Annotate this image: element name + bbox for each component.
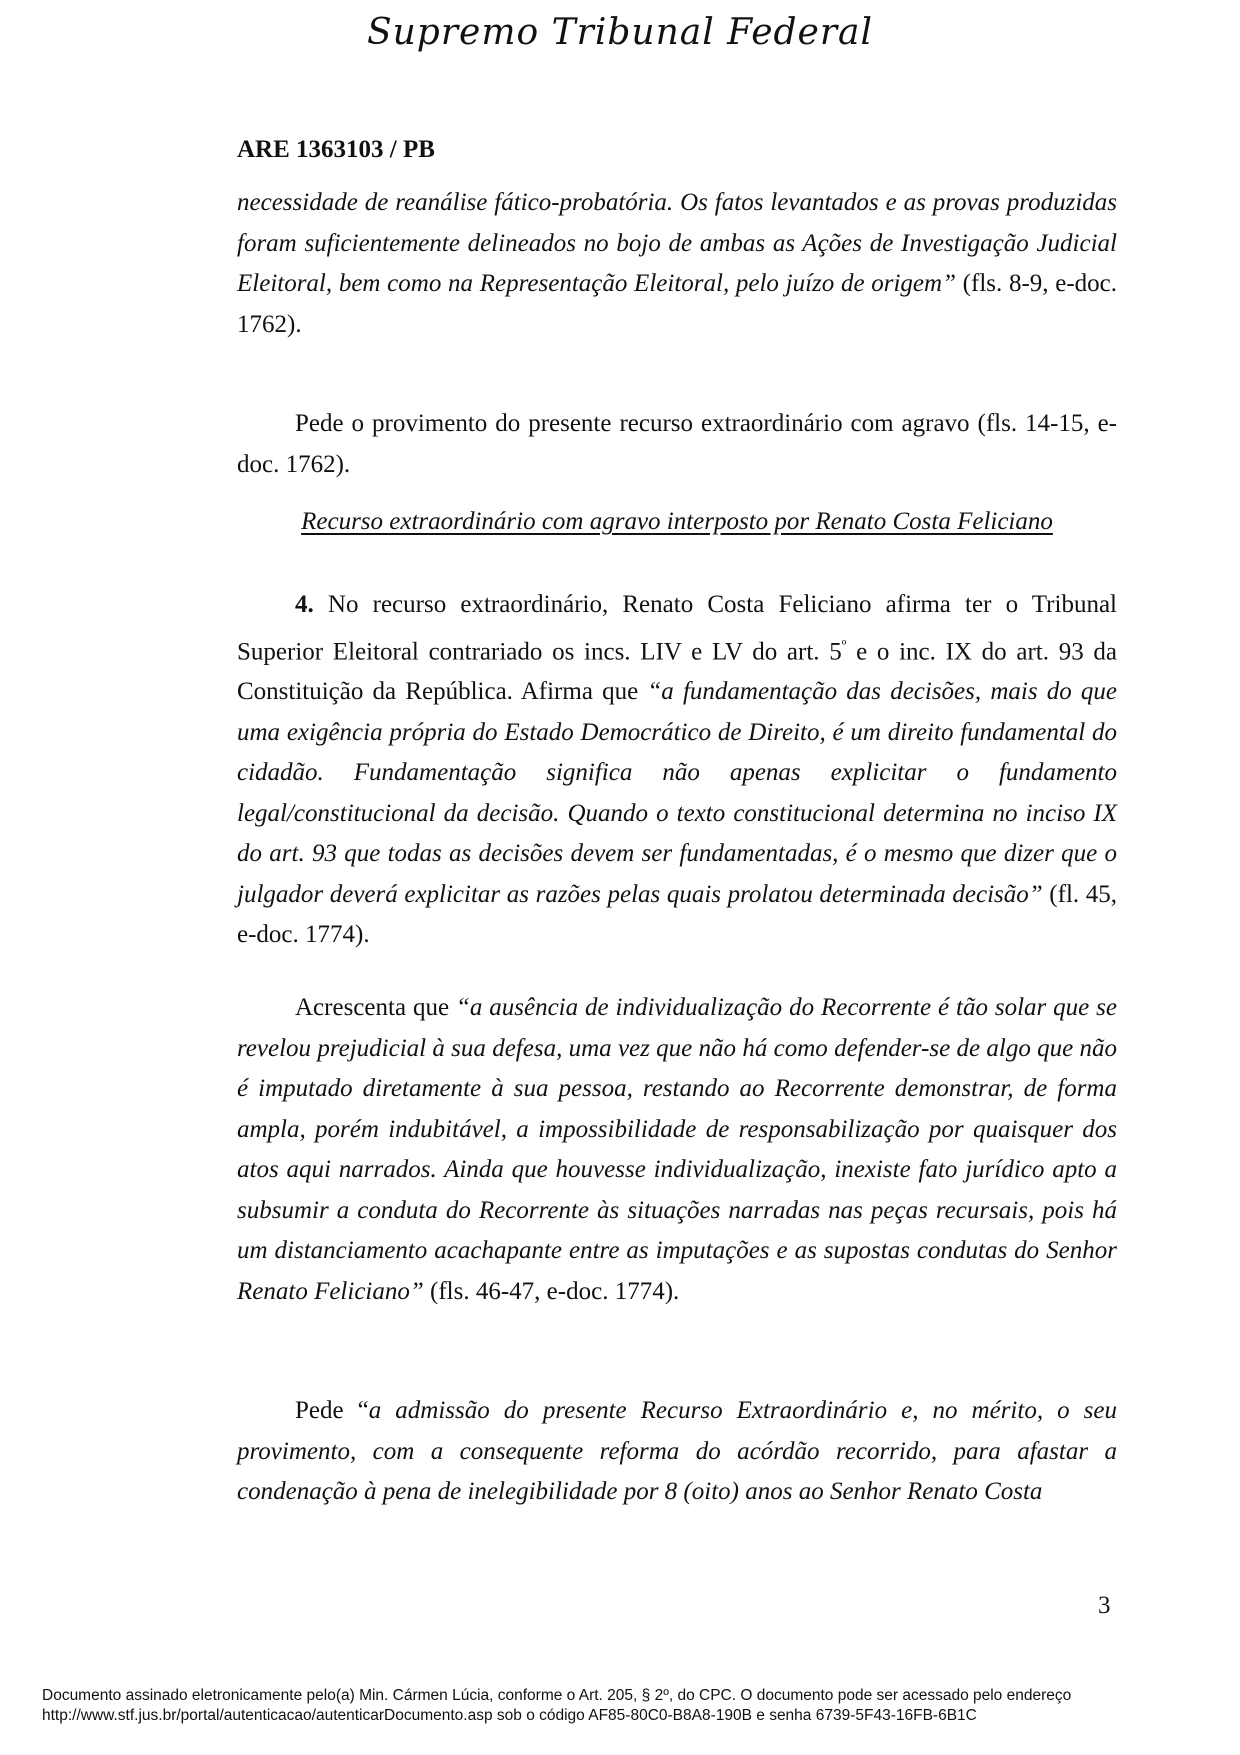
signature-footer	[42, 1686, 1222, 1726]
citation: (fls. 46-47, e-doc. 1774).	[423, 1277, 680, 1305]
paragraph-lead: Acrescenta que	[295, 994, 456, 1021]
court-letterhead: Supremo Tribunal Federal	[366, 12, 874, 53]
page-number: 3	[1098, 1592, 1111, 1619]
paragraph-lead: Pede “	[295, 1397, 369, 1424]
quoted-text: necessidade de reanálise fático-probatória. Os fatos levantados e as provas produzidas foram suficientemente delineados no bojo de ambas as Ações de Investigação Judicial Eleitoral, bem como na Representação Eleitoral, pelo juízo de origem”	[237, 189, 1117, 297]
section-heading: Recurso extraordinário com agravo interposto por Renato Costa Feliciano	[301, 508, 1053, 535]
citation: (fls. 8-9, e-doc. 1762).	[237, 270, 1117, 338]
quoted-text: “a ausência de individualização do Recorrente é tão solar que se revelou prejudicial à sua defesa, uma vez que não há como defender-se de algo que não é imputado diretamente à sua pessoa, restando ao Recorrente demonstrar, de forma ampla, porém indubitável, a impossibilidade de responsabilização por quaisquer dos atos aqui narrados. Ainda que houvesse individualização, inexiste fato jurídico apto a subsumir a conduta do Recorrente às situações narradas nas peças recursais, pois há um distanciamento acachapante entre as imputações e as supostas condutas do Senhor Renato Feliciano”	[237, 994, 1117, 1305]
paragraph-final-request	[237, 1391, 1117, 1513]
paragraph-text: Pede o provimento do presente recurso extraordinário com agravo (fls. 14-15, e-doc. 1762).	[237, 410, 1117, 478]
quoted-text: “a fundamentação das decisões, mais do que uma exigência própria do Estado Democrático de Direito, é um direito fundamental do cidadão. Fundamentação significa não apenas explicitar o fundamento legal/constitucional da decisão. Quando o texto constitucional determina no inciso IX do art. 93 que todas as decisões devem ser fundamentadas, é o mesmo que dizer que o julgador deverá explicitar as razões pelas quais prolatou determinada decisão”	[237, 678, 1117, 908]
citation: (fl. 45, e-doc. 1774).	[237, 880, 1117, 949]
paragraph-quote-continuation	[237, 183, 1117, 345]
footer-signature-line: Documento assinado eletronicamente pelo(a) Min. Cármen Lúcia, conforme o Art. 205, § 2º, do CPC. O documento pode ser acessado pelo endereço	[42, 1687, 1072, 1704]
paragraph-lead-cont: e o inc. IX do art. 93 da Constituição da República. Afirma que	[237, 637, 1117, 706]
paragraph-4	[237, 585, 1117, 956]
footer-verification-line: http://www.stf.jus.br/portal/autenticacao/autenticarDocumento.asp sob o código AF85-80C0-B8A8-190B e senha 6739-5F43-16FB-6B1C	[42, 1707, 977, 1724]
paragraph-addition	[237, 988, 1117, 1312]
ordinal-indicator: º	[841, 637, 847, 654]
case-identifier: ARE 1363103 / PB	[237, 136, 435, 163]
quoted-text: a admissão do presente Recurso Extraordinário e, no mérito, o seu provimento, com a consequente reforma do acórdão recorrido, para afastar a condenação à pena de inelegibilidade por 8 (oito) anos ao Senhor Renato Costa	[237, 1397, 1117, 1505]
paragraph-request	[237, 404, 1117, 485]
paragraph-lead: No recurso extraordinário, Renato Costa Feliciano afirma ter o Tribunal Superior Eleitoral contrariado os incs. LIV e LV do art. 5	[237, 591, 1117, 665]
paragraph-number: 4.	[295, 591, 314, 618]
